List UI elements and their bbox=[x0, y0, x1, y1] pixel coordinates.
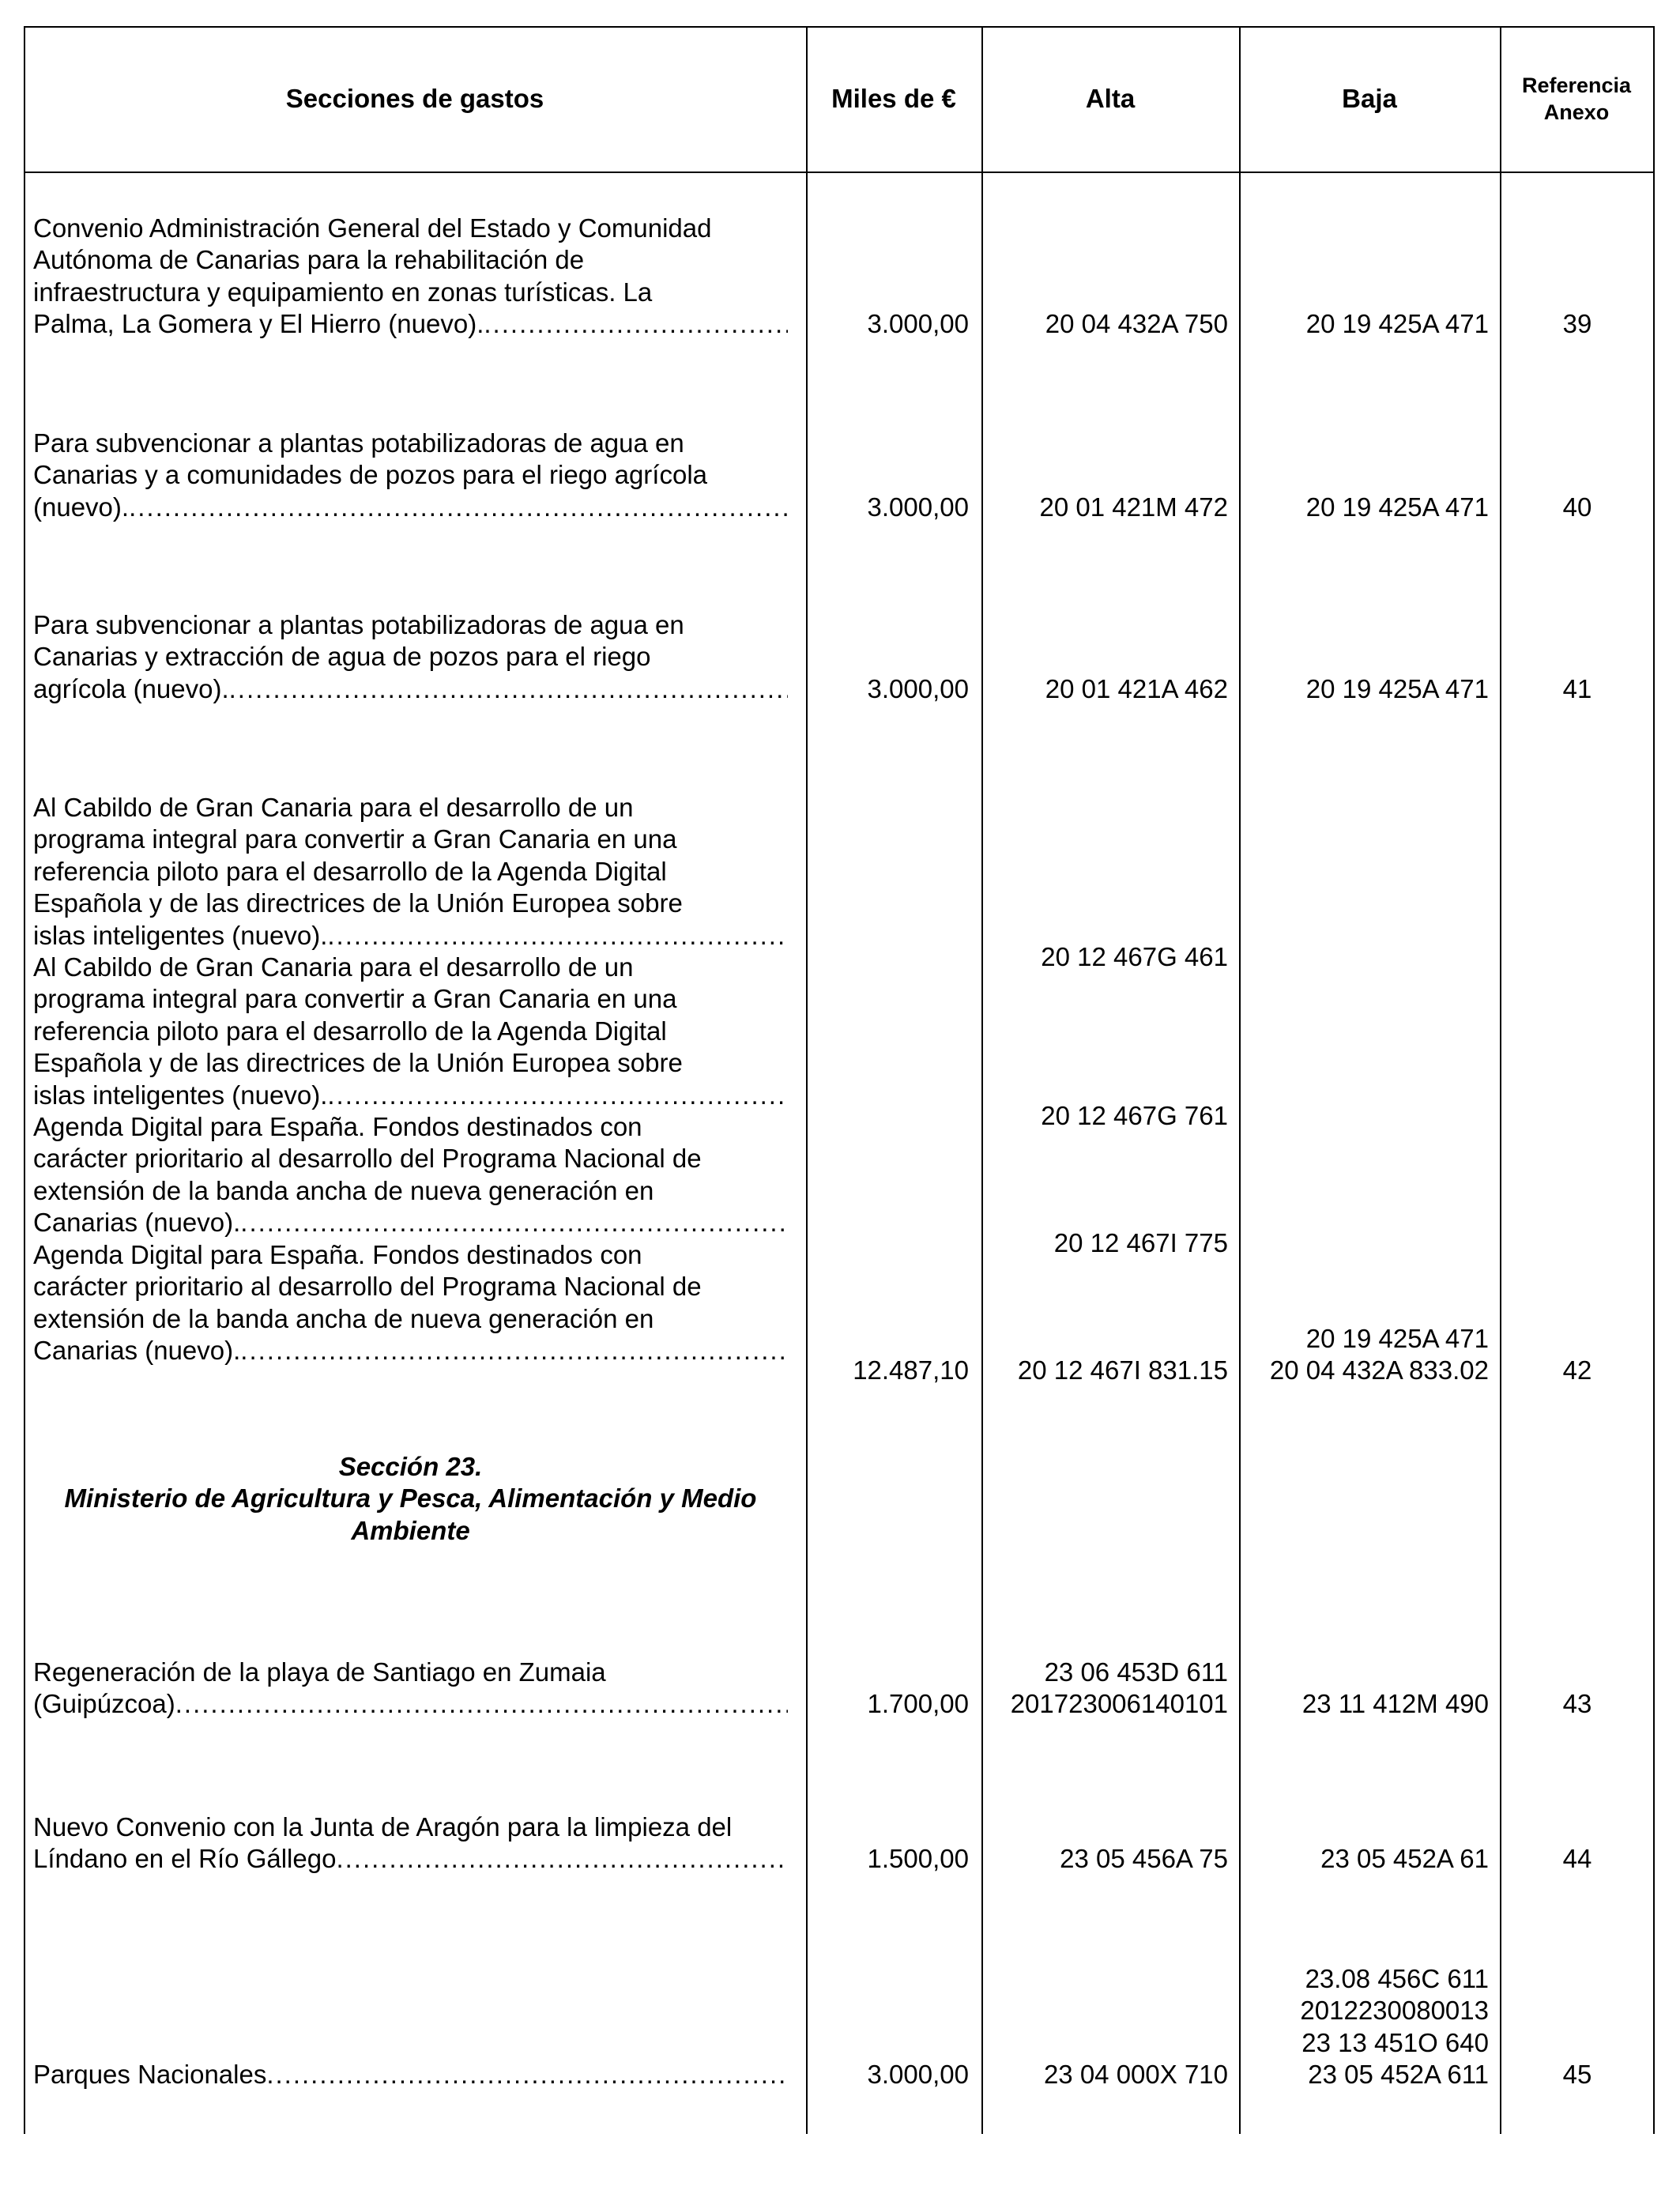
description-last-line bbox=[33, 308, 788, 340]
alta-line: 201723006140101 bbox=[1010, 1689, 1228, 1719]
table-border-left bbox=[24, 26, 25, 2134]
baja-line: 2012230080013 bbox=[1300, 1996, 1489, 2026]
section-heading-line: Ambiente bbox=[351, 1515, 470, 1545]
description-line: referencia piloto para el desarrollo de la Agenda Digital bbox=[33, 1016, 667, 1046]
header-reference bbox=[1500, 26, 1653, 172]
reference-cell: 42 bbox=[1562, 1355, 1592, 1385]
baja-cell: 23 11 412M 490 bbox=[1301, 1689, 1489, 1718]
section-heading-line: Ministerio de Agricultura y Pesca, Alimentación y Medio bbox=[64, 1483, 757, 1514]
header-reference-line2: Anexo bbox=[1543, 100, 1610, 124]
alta-cell: 20 01 421M 472 bbox=[1039, 492, 1228, 522]
description-text: Líndano en el Río Gállego bbox=[33, 1844, 337, 1874]
alta-cell: 20 12 467I 831.15 bbox=[1017, 1355, 1228, 1385]
description-text: (nuevo). bbox=[33, 492, 130, 522]
amount-cell: 1.500,00 bbox=[867, 1844, 969, 1873]
baja-line: 23 05 452A 611 bbox=[1308, 2060, 1489, 2090]
amount-cell: 3.000,00 bbox=[867, 309, 969, 338]
description-line: Al Cabildo de Gran Canaria para el desarrollo de un bbox=[33, 952, 634, 982]
description-line: programa integral para convertir a Gran Canaria en una bbox=[33, 984, 677, 1014]
description-line: Canarias y extracción de agua de pozos para el riego bbox=[33, 642, 651, 672]
header-reference-line1: Referencia bbox=[1521, 74, 1632, 97]
alta-cell: 20 04 432A 750 bbox=[1045, 309, 1228, 338]
alta-cell: 20 12 467G 761 bbox=[1041, 1101, 1228, 1130]
description-line: infraestructura y equipamiento en zonas turísticas. La bbox=[33, 277, 653, 307]
leader-dots bbox=[175, 1688, 788, 1720]
baja-cell: 20 19 425A 471 bbox=[1305, 674, 1489, 703]
description-line: referencia piloto para el desarrollo de la Agenda Digital bbox=[33, 856, 667, 886]
column-divider bbox=[981, 26, 983, 2134]
description-line: programa integral para convertir a Gran Canaria en una bbox=[33, 824, 677, 854]
leader-dots bbox=[240, 1335, 788, 1367]
description-text: (Guipúzcoa) bbox=[33, 1689, 175, 1719]
reference-cell: 43 bbox=[1562, 1689, 1592, 1718]
description-last-line bbox=[33, 492, 788, 523]
baja-line: 23.08 456C 611 bbox=[1305, 1964, 1489, 1993]
description-text: agrícola (nuevo). bbox=[33, 673, 229, 703]
budget-table bbox=[24, 26, 1655, 2134]
baja-cell: 20 19 425A 471 bbox=[1305, 492, 1489, 522]
description-last-line bbox=[33, 1080, 788, 1111]
baja-cell: 23 05 452A 61 bbox=[1320, 1844, 1489, 1873]
description-line: Convenio Administración General del Estado y Comunidad bbox=[33, 213, 712, 243]
leader-dots bbox=[484, 308, 788, 340]
table-row-41-description bbox=[33, 609, 788, 705]
reference-cell: 41 bbox=[1562, 674, 1592, 703]
description-line: Regeneración de la playa de Santiago en Zumaia bbox=[33, 1657, 606, 1687]
header-baja: Baja bbox=[1342, 84, 1397, 113]
alta-cell: 23 04 000X 710 bbox=[1043, 2060, 1228, 2089]
table-row-40-description bbox=[33, 428, 788, 523]
description-text: Palma, La Gomera y El Hierro (nuevo). bbox=[33, 309, 484, 339]
table-row-44-description bbox=[33, 1811, 788, 1875]
description-text: Parques Nacionales bbox=[33, 2060, 267, 2089]
description-line: Nuevo Convenio con la Junta de Aragón para la limpieza del bbox=[33, 1812, 733, 1842]
amount-cell: 3.000,00 bbox=[867, 492, 969, 522]
description-last-line bbox=[33, 920, 788, 952]
description-last-line bbox=[33, 1335, 788, 1367]
description-line: Agenda Digital para España. Fondos destinados con bbox=[33, 1239, 642, 1269]
amount-cell: 1.700,00 bbox=[867, 1689, 969, 1718]
alta-line: 23 06 453D 611 bbox=[1044, 1657, 1228, 1687]
description-line: carácter prioritario al desarrollo del Programa Nacional de bbox=[33, 1272, 702, 1302]
table-row-39-description bbox=[33, 213, 788, 341]
description-last-line bbox=[33, 2059, 788, 2090]
section-heading-line: Sección 23. bbox=[338, 1452, 483, 1481]
alta-cell: 20 12 467I 775 bbox=[1053, 1228, 1228, 1257]
leader-dots bbox=[240, 1207, 788, 1238]
header-amount: Miles de € bbox=[831, 84, 956, 113]
amount-cell: 12.487,10 bbox=[853, 1355, 969, 1385]
baja-cell bbox=[1241, 1323, 1489, 1387]
description-line: extensión de la banda ancha de nueva generación en bbox=[33, 1175, 654, 1205]
leader-dots bbox=[327, 1080, 788, 1111]
description-last-line bbox=[33, 1688, 788, 1720]
reference-cell: 44 bbox=[1562, 1844, 1592, 1873]
column-divider bbox=[806, 26, 808, 2134]
description-text: islas inteligentes (nuevo). bbox=[33, 920, 328, 950]
description-line: Para subvencionar a plantas potabilizadoras de agua en bbox=[33, 428, 684, 458]
alta-cell bbox=[983, 1657, 1228, 1721]
section-heading bbox=[33, 1451, 788, 1547]
description-text: islas inteligentes (nuevo). bbox=[33, 1080, 328, 1110]
amount-cell: 3.000,00 bbox=[867, 2060, 969, 2089]
table-row-45-description bbox=[33, 2059, 788, 2090]
baja-cell bbox=[1241, 1963, 1489, 2091]
column-divider bbox=[1239, 26, 1241, 2134]
header-section: Secciones de gastos bbox=[285, 84, 544, 113]
reference-cell: 39 bbox=[1562, 309, 1592, 338]
reference-cell: 45 bbox=[1562, 2060, 1592, 2089]
leader-dots bbox=[229, 673, 788, 705]
leader-dots bbox=[266, 2059, 788, 2090]
table-border-right bbox=[1653, 26, 1655, 2134]
column-divider bbox=[1500, 26, 1501, 2134]
alta-cell: 23 05 456A 75 bbox=[1060, 1844, 1228, 1873]
description-line: Para subvencionar a plantas potabilizadoras de agua en bbox=[33, 610, 684, 639]
description-line: extensión de la banda ancha de nueva generación en bbox=[33, 1303, 654, 1333]
description-line: carácter prioritario al desarrollo del Programa Nacional de bbox=[33, 1144, 702, 1174]
table-row-42-description bbox=[33, 792, 788, 1367]
description-line: Española y de las directrices de la Unión Europea sobre bbox=[33, 1048, 683, 1078]
alta-cell: 20 01 421A 462 bbox=[1045, 674, 1228, 703]
alta-cell: 20 12 467G 461 bbox=[1041, 942, 1228, 971]
header-alta: Alta bbox=[1085, 84, 1136, 113]
description-last-line bbox=[33, 1207, 788, 1238]
description-last-line bbox=[33, 673, 788, 705]
description-line: Autónoma de Canarias para la rehabilitación de bbox=[33, 245, 585, 275]
description-line: Agenda Digital para España. Fondos destinados con bbox=[33, 1112, 642, 1142]
description-line: Española y de las directrices de la Unión Europea sobre bbox=[33, 888, 683, 918]
reference-cell: 40 bbox=[1562, 492, 1592, 522]
description-text: Canarias (nuevo). bbox=[33, 1208, 241, 1238]
table-row-43-description bbox=[33, 1657, 788, 1721]
description-line: Canarias y a comunidades de pozos para el riego agrícola bbox=[33, 460, 708, 490]
amount-cell: 3.000,00 bbox=[867, 674, 969, 703]
description-line: Al Cabildo de Gran Canaria para el desarrollo de un bbox=[33, 793, 634, 822]
baja-cell: 20 19 425A 471 bbox=[1305, 309, 1489, 338]
leader-dots bbox=[327, 920, 788, 952]
baja-line: 20 19 425A 471 bbox=[1305, 1324, 1489, 1353]
header-divider bbox=[24, 172, 1655, 173]
description-text: Canarias (nuevo). bbox=[33, 1335, 241, 1365]
leader-dots bbox=[129, 492, 788, 523]
leader-dots bbox=[336, 1843, 788, 1875]
baja-line: 20 04 432A 833.02 bbox=[1269, 1355, 1489, 1385]
description-last-line bbox=[33, 1843, 788, 1875]
baja-line: 23 13 451O 640 bbox=[1301, 2027, 1489, 2057]
